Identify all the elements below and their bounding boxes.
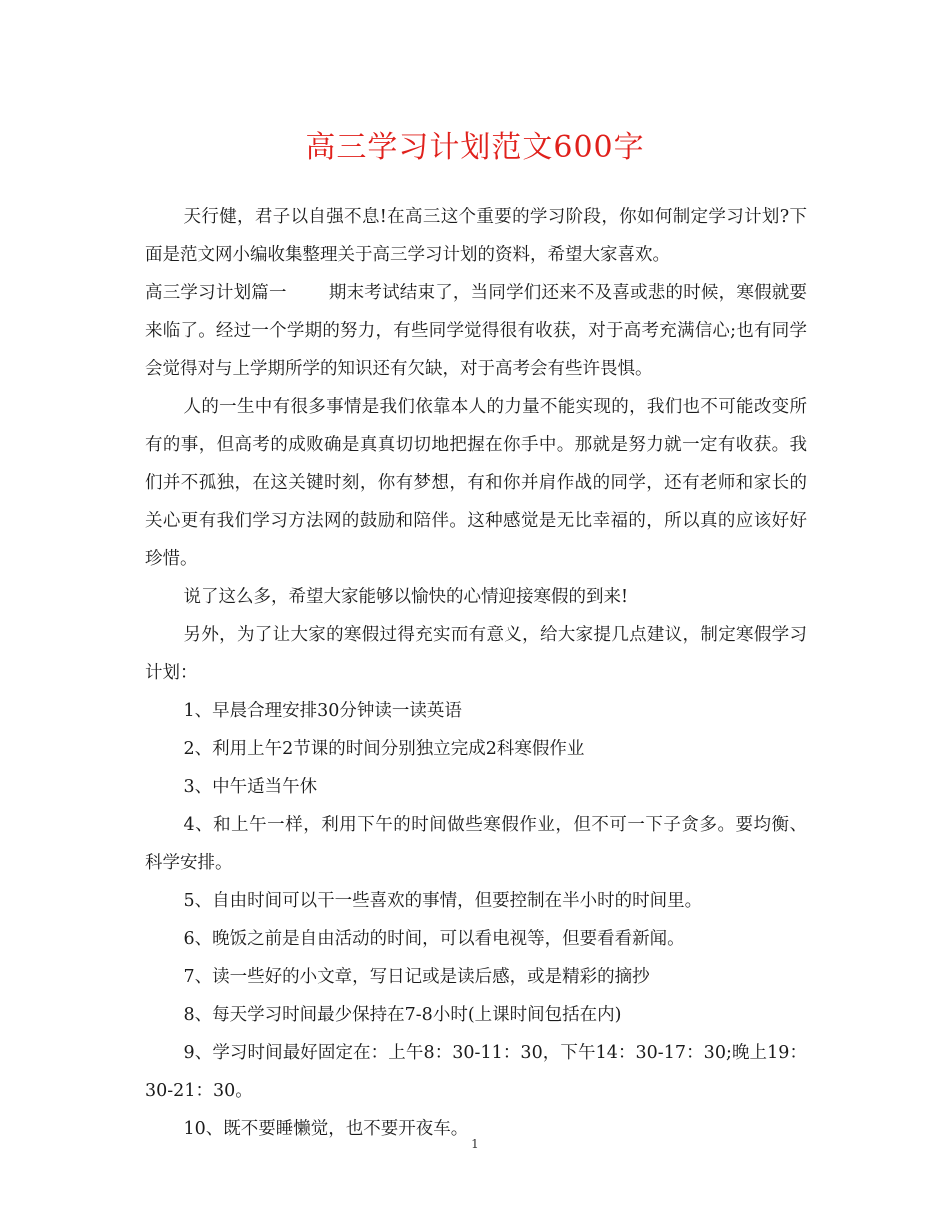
list-item: 3、中午适当午休 <box>183 777 318 797</box>
paragraph-life: 人的一生中有很多事情是我们依靠本人的力量不能实现的，我们也不可能改变所有的事，但高考的成败确是真真切切地把握在你手中。那就是努力就一定有收获。我们并不孤独，在这关键时刻，你有梦想，有和你并肩作战的同学，还有老师和家长的关心更有我们学习方法网的鼓励和陪伴。这种感觉是无比幸福的，所以真的应该好好珍惜。 <box>145 397 807 569</box>
list-item: 7、读一些好的小文章，写日记或是读后感，或是精彩的摘抄 <box>183 967 650 987</box>
list-item: 5、自由时间可以干一些喜欢的事情，但要控制在半小时的时间里。 <box>183 891 703 911</box>
list-item: 4、和上午一样，利用下午的时间做些寒假作业，但不可一下子贪多。要均衡、科学安排。 <box>145 815 807 873</box>
section-paragraph <box>145 274 807 388</box>
document-body <box>145 198 807 1148</box>
list-item: 2、利用上午2节课的时间分别独立完成2科寒假作业 <box>183 739 585 759</box>
paragraph-hope: 说了这么多，希望大家能够以愉快的心情迎接寒假的到来! <box>183 587 629 607</box>
list-item: 8、每天学习时间最少保持在7-8小时(上课时间包括在内) <box>183 1005 622 1025</box>
list-item: 10、既不要睡懒觉，也不要开夜车。 <box>183 1119 469 1139</box>
document-title: 高三学习计划范文600字 <box>305 130 645 165</box>
section-lead: 期末考试结束了，当同学们还来不及喜或悲的时候，寒假就要来临了。经过一个学期的努力，有些同学觉得很有收获，对于高考充满信心;也有同学会觉得对与上学期所学的知识还有欠缺，对于高考会有些许畏惧。 <box>145 283 808 379</box>
list-item: 1、早晨合理安排30分钟读一读英语 <box>183 701 462 721</box>
paragraph-suggestions: 另外，为了让大家的寒假过得充实而有意义，给大家提几点建议，制定寒假学习计划： <box>145 625 807 683</box>
section-heading: 高三学习计划篇一 <box>145 283 287 303</box>
intro-paragraph: 天行健，君子以自强不息!在高三这个重要的学习阶段，你如何制定学习计划?下面是范文网小编收集整理关于高三学习计划的资料，希望大家喜欢。 <box>145 207 807 265</box>
list-item: 9、学习时间最好固定在：上午8：30-11：30，下午14：30-17：30;晚上19：30-21：30。 <box>145 1043 807 1101</box>
page-number: 1 <box>471 1137 479 1151</box>
list-item: 6、晚饭之前是自由活动的时间，可以看电视等，但要看看新闻。 <box>183 929 685 949</box>
